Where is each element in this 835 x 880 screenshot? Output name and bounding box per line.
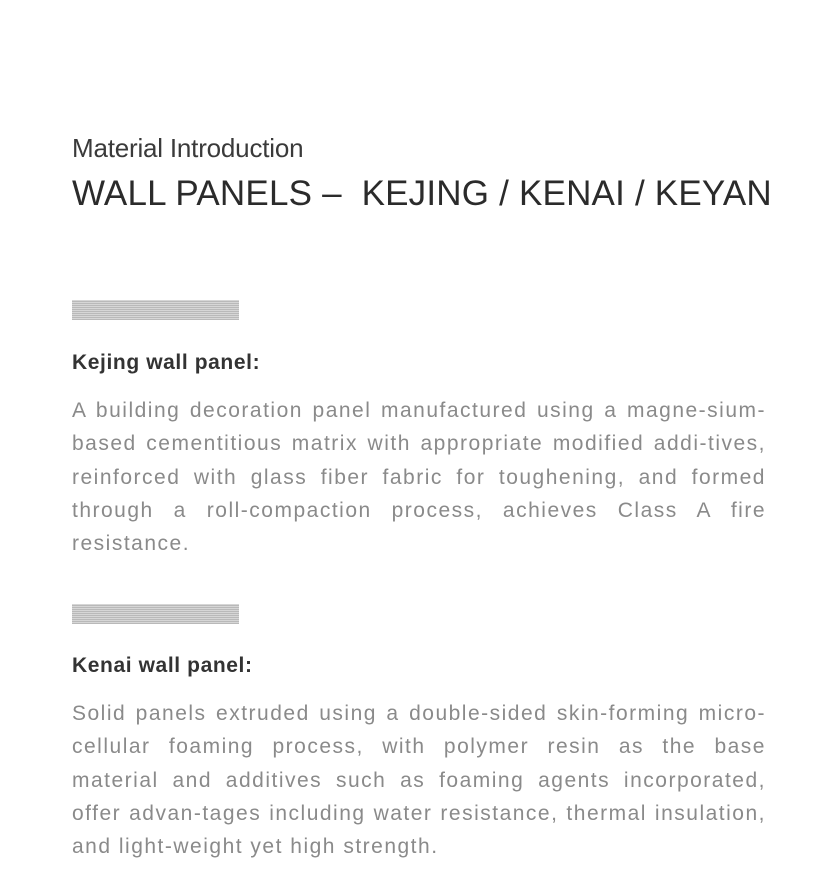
page-title: WALL PANELS – KEJING / KENAI / KEYAN	[72, 174, 772, 213]
kejing-description: A building decoration panel manufactured using a magne-sium-based cementitious matrix with appropriate modified addi-tives, reinforced with glass fiber fabric for toughening, and formed through a roll-compaction process, achieves Class A fire resistance.	[72, 399, 766, 556]
kenai-description: Solid panels extruded using a double-sided skin-forming micro-cellular foaming process, with polymer resin as the base material and additives such as foaming agents incorporated, offer advan-tages including water resistance, thermal insulation, and light-weight yet high strength.	[72, 702, 766, 859]
section-divider	[72, 300, 239, 320]
section-kicker: Material Introduction	[72, 133, 304, 163]
kenai-heading: Kenai wall panel:	[72, 654, 253, 677]
section-divider	[72, 604, 239, 624]
kejing-heading: Kejing wall panel:	[72, 351, 261, 374]
